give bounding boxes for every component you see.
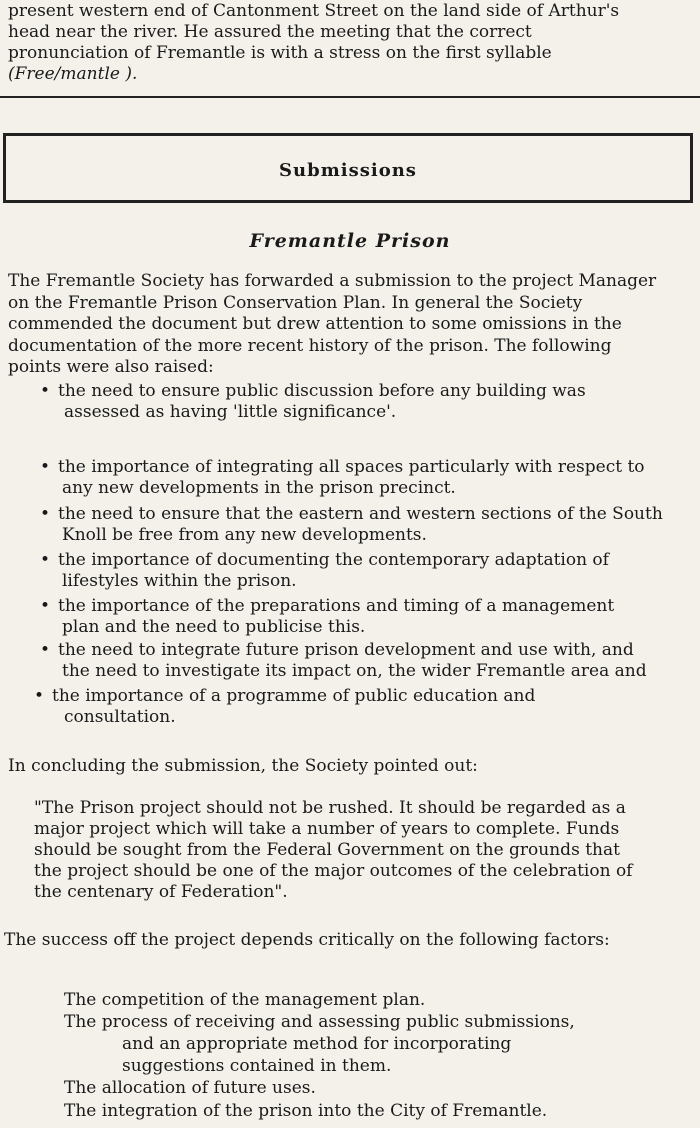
list-item-line: consultation. [64, 707, 176, 727]
section-heading-box [3, 133, 693, 203]
factor-item-continuation: suggestions contained in them. [122, 1056, 392, 1076]
list-item-line: the need to integrate future prison development and use with, and [58, 640, 634, 660]
intro-line: pronunciation of Fremantle is with a stress on the first syllable [8, 43, 552, 63]
list-item-line: the importance of documenting the contemporary adaptation of [58, 550, 609, 570]
factors-intro-line: The success off the project depends critically on the following factors: [4, 930, 610, 950]
opening-line: commended the document but drew attention to some omissions in the [8, 314, 622, 334]
intro-line: (Free/mantle ). [8, 64, 138, 84]
opening-line: documentation of the more recent history of the prison. The following [8, 335, 612, 356]
bullet-icon: • [40, 550, 51, 570]
list-item-line: the importance of integrating all spaces particularly with respect to [58, 457, 645, 477]
factors-intro [4, 930, 694, 951]
factor-item-continuation: and an appropriate method for incorporating [122, 1034, 512, 1054]
factor-item: The allocation of future uses. [64, 1078, 316, 1098]
factor-item: The competition of the management plan. [64, 990, 426, 1010]
list-item-line: Knoll be free from any new developments. [62, 525, 427, 545]
bullet-icon: • [40, 640, 51, 660]
factor-item: The process of receiving and assessing public submissions, [64, 1012, 575, 1032]
factor-item: The integration of the prison into the City of Fremantle. [64, 1101, 548, 1121]
article-title: Fremantle Prison [249, 230, 451, 252]
list-item-line: the importance of a programme of public education and [52, 686, 536, 706]
intro-line: head near the river. He assured the meeting that the correct [8, 22, 532, 42]
list-item-line: the importance of the preparations and timing of a management [58, 596, 615, 616]
opening-line: The Fremantle Society has forwarded a submission to the project Manager [8, 271, 657, 291]
list-item-line: the need to ensure that the eastern and western sections of the South [58, 504, 663, 524]
bullet-icon: • [40, 381, 51, 401]
quotation [34, 798, 694, 903]
concluding-intro-line: In concluding the submission, the Society pointed out: [8, 756, 478, 776]
intro-line: present western end of Cantonment Street on the land side of Arthur's [8, 1, 620, 21]
quote-line: the centenary of Federation". [34, 882, 288, 902]
section-heading: Submissions [279, 160, 417, 181]
quote-line: should be sought from the Federal Government on the grounds that [34, 840, 620, 860]
concluding-intro [8, 756, 698, 777]
list-item-line: assessed as having 'little significance'. [64, 402, 397, 422]
bullet-icon: • [40, 596, 51, 616]
list-item-line: plan and the need to publicise this. [62, 617, 366, 637]
list-item-line: any new developments in the prison precinct. [62, 478, 456, 498]
quote-line: major project which will take a number of years to complete. Funds [34, 819, 620, 839]
bullet-icon: • [34, 686, 45, 706]
opening-paragraph [8, 271, 698, 379]
list-item-line: the need to investigate its impact on, the wider Fremantle area and [62, 661, 647, 681]
list-item-line: the need to ensure public discussion before any building was [58, 381, 586, 401]
intro-paragraph [8, 1, 698, 85]
quote-line: "The Prison project should not be rushed. It should be regarded as a [34, 798, 626, 818]
opening-line: points were also raised: [8, 357, 214, 377]
section-divider [0, 96, 700, 98]
bullet-icon: • [40, 504, 51, 524]
list-item-line: lifestyles within the prison. [62, 571, 297, 591]
bullet-icon: • [40, 457, 51, 477]
quote-line: the project should be one of the major outcomes of the celebration of [34, 861, 633, 881]
opening-line: on the Fremantle Prison Conservation Plan. In general the Society [8, 292, 583, 313]
